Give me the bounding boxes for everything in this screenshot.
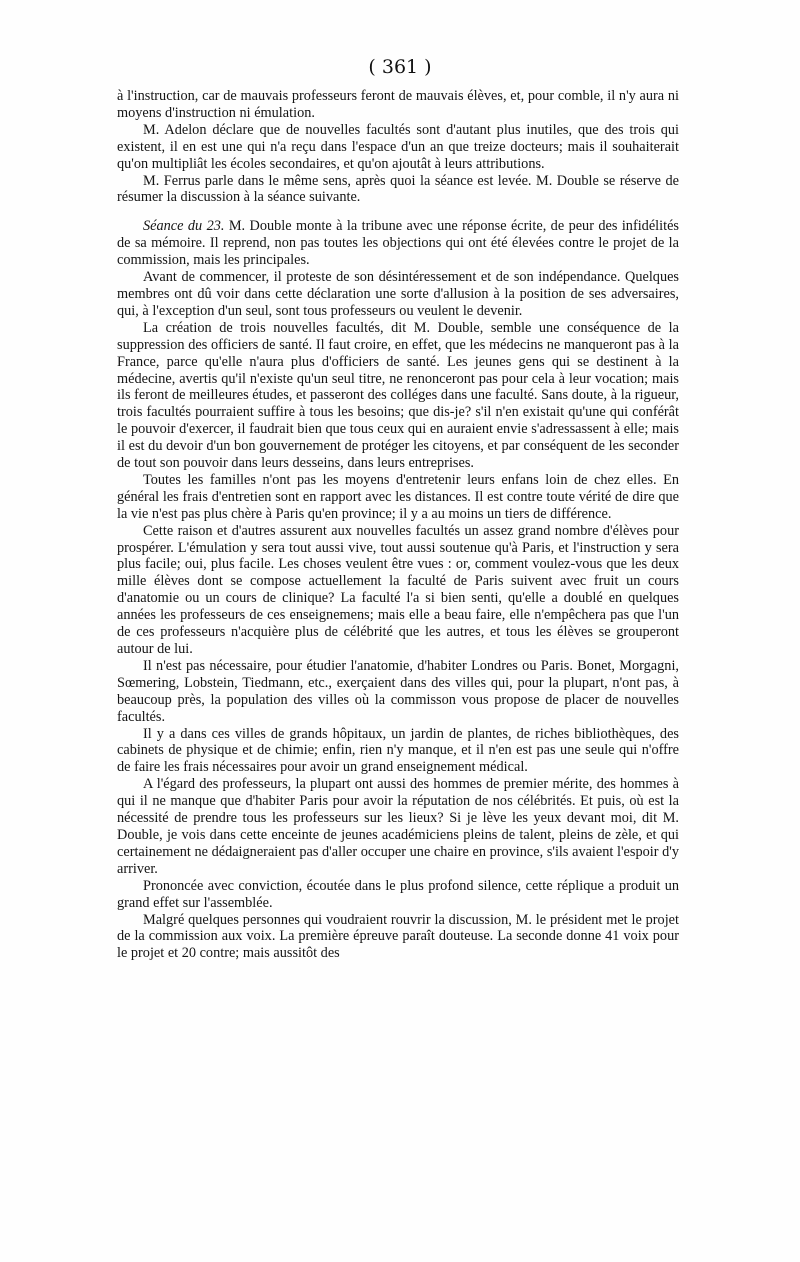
body-text — [117, 88, 679, 962]
page-number: ( 361 ) — [368, 56, 432, 78]
paragraph-13: Malgré quelques personnes qui voudraient rouvrir la discussion, M. le président met le projet de la commission aux voix. La première épreuve paraît douteuse. La seconde donne 41 voix pour le projet et 20 contre; mais aussitôt des — [117, 911, 679, 962]
paragraph-1: à l'instruction, car de mauvais professeurs feront de mauvais élèves, et, pour comble, il n'y aura ni moyens d'instruction ni émulation. — [117, 88, 679, 121]
paragraph-4-text: M. Double monte à la tribune avec une réponse écrite, de peur des infidélités de sa mémoire. Il reprend, non pas toutes les objections qui ont été élevées contre le projet de la commission, mais les principales. — [117, 218, 679, 269]
paragraph-3: M. Ferrus parle dans le même sens, après quoi la séance est levée. M. Double se réserve de résumer la discussion à la séance suivante. — [117, 172, 679, 206]
paragraph-5: Avant de commencer, il proteste de son désintéressement et de son indépendance. Quelques membres ont dû voir dans cette déclaration une sorte d'allusion à la position de ses adversaires, qui, à l'exception d'un seul, sont tous professeurs ou veulent le devenir. — [117, 269, 679, 319]
paragraph-12: Prononcée avec conviction, écoutée dans le plus profond silence, cette réplique a produit un grand effet sur l'assemblée. — [117, 877, 679, 911]
session-date-heading: Séance du 23. — [143, 218, 225, 235]
paragraph-9: Il n'est pas nécessaire, pour étudier l'anatomie, d'habiter Londres ou Paris. Bonet, Morgagni, Sœmering, Lobstein, Tiedmann, etc., exerçaient dans des villes qui, pour la plupart, n'ont pas, à beaucoup près, la population des villes où la commisson vous propose de placer de nouvelles facultés. — [117, 657, 679, 725]
paragraph-8: Cette raison et d'autres assurent aux nouvelles facultés un assez grand nombre d'élèves pour prospérer. L'émulation y sera tout aussi vive, tout aussi soutenue qu'à Paris, et l'instruction y sera plus facile; oui, plus facile. Les choses veulent être vues : or, comment voulez-vous que les deux mille élèves dont se compose actuellement la faculté de Paris suivent avec fruit un cours d'anatomie ou un cours de clinique? La faculté l'a si bien senti, qu'elle a doublé en quelques années les professeurs de ces enseignemens; mais elle a beau faire, elle n'empêchera pas que l'un de ces professeurs n'acquière plus de célébrité que les autres, et tous les élèves se grouperont autour de lui. — [117, 522, 679, 657]
paragraph-2: M. Adelon déclare que de nouvelles facultés sont d'autant plus inutiles, que des trois qui existent, il en est une qui n'a reçu dans l'espace d'un an que treize docteurs; mais il souhaiterait qu'on multipliât les écoles secondaires, et qu'on ajoutât à leurs attributions. — [117, 121, 679, 172]
paragraph-7: Toutes les familles n'ont pas les moyens d'entretenir leurs enfans loin de chez elles. En général les frais d'entretien sont en rapport avec les distances. Il est contre toute vérité de dire que la vie n'est pas plus chère à Paris qu'en province; il y a au moins un tiers de différence. — [117, 471, 679, 522]
paragraph-6: La création de trois nouvelles facultés, dit M. Double, semble une conséquence de la suppression des officiers de santé. Il faut croire, en effet, que les médecins ne manqueront pas à la France, parce qu'elle n'aura plus d'officiers de santé. Les jeunes gens qui se destinent à la médecine, avertis qu'il n'existe qu'un seul titre, ne renonceront pas pour cela à leur vocation; mais ils feront de meilleures études, et passeront des colléges dans une faculté. Sans doute, à la rigueur, trois facultés pourraient suffire à tous les besoins; que dis-je? s'il n'en existait qu'une qui conférât le pouvoir d'exercer, il faudrait bien que tous ceux qui en auraient envie s'adressassent à elle; mais il est du devoir d'un bon gouvernement de protéger les citoyens, et par conséquent de les seconder de tout son pouvoir dans leurs desseins, dans leurs entreprises. — [117, 319, 679, 472]
paragraph-11: A l'égard des professeurs, la plupart ont aussi des hommes de premier mérite, des hommes à qui il ne manque que d'habiter Paris pour avoir la réputation de nos célébrités. Et puis, où est la nécessité de prendre tous les professeurs sur les lieux? Si je lève les yeux devant moi, dit M. Double, je vois dans cette enceinte de jeunes académiciens pleins de talent, pleins de zèle, et qui certainement ne dédaigneraient pas d'aller occuper une chaire en province, s'ils avaient l'espoir d'y arriver. — [117, 776, 679, 877]
paragraph-4 — [117, 218, 679, 269]
paragraph-10: Il y a dans ces villes de grands hôpitaux, un jardin de plantes, de riches bibliothèques, des cabinets de physique et de chimie; enfin, rien n'y manque, et il n'en est pas une seule qui n'offre de faire les frais nécessaires pour avoir un grand enseignement médical. — [117, 725, 679, 776]
